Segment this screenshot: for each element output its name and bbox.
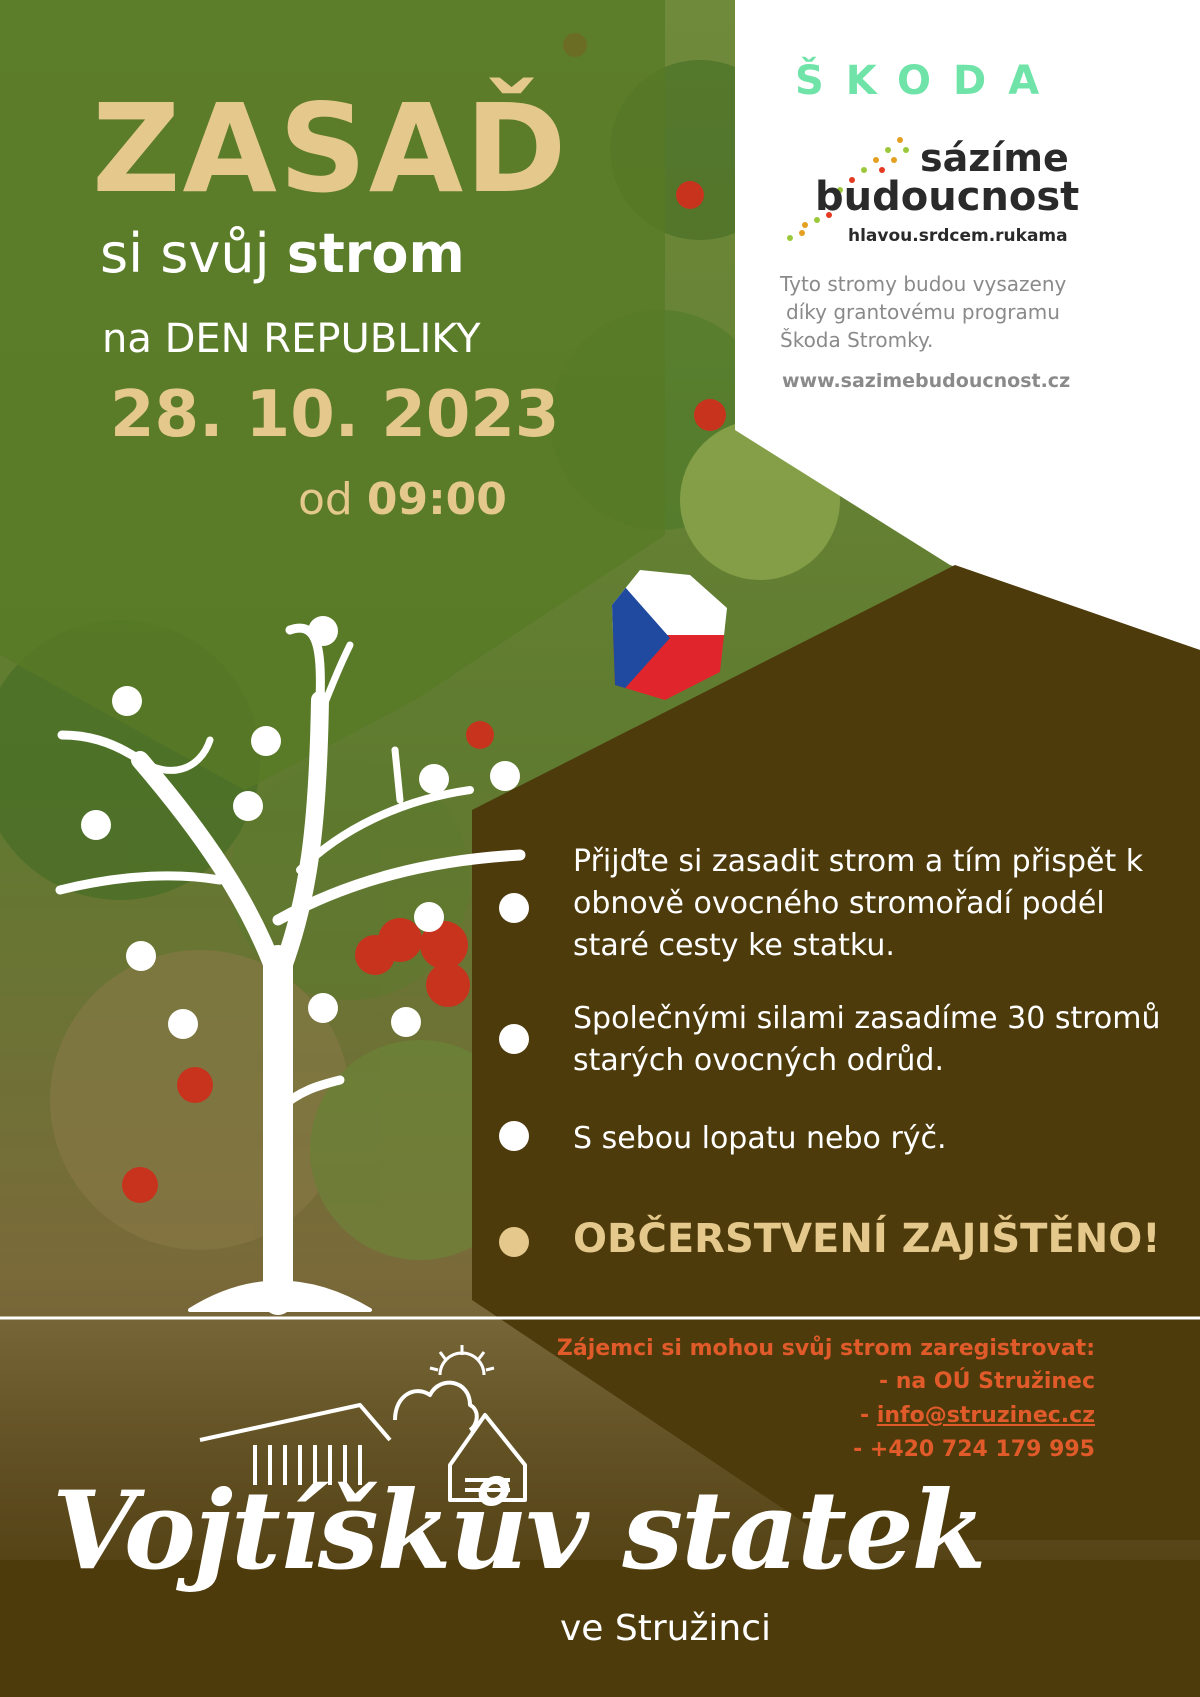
sazime-logo-line1: sázíme [920,136,1069,180]
footer-brand-subtitle: ve Stružinci [560,1608,771,1649]
headline-line2 [100,222,465,285]
headline-line3: na DEN REPUBLIKY [102,316,481,362]
headline-line2-bold: strom [286,222,465,285]
skoda-logo: ŠKODA [795,58,1062,104]
grant-text-line1: Tyto stromy budou vysazeny [780,272,1067,296]
footer-brand-logo: Vojtíškův statek [52,1468,985,1594]
bullet-item: Přijďte si zasadit strom a tím přispět k obnově ovocného stromořadí podél staré cesty ke statku. [573,844,1144,963]
headline-title: ZASAĎ [92,78,569,220]
headline-line2-prefix: si svůj [100,222,287,285]
email-link[interactable]: info@struzinec.cz [876,1403,1095,1428]
event-time-prefix: od [298,474,367,525]
registration-email-prefix: - [860,1403,877,1428]
registration-email [860,1403,1095,1428]
registration-office: - na OÚ Stružinec [878,1369,1095,1394]
bullet-item: Společnými silami zasadíme 30 stromů starých ovocných odrůd. [573,1001,1161,1078]
bullet-item-highlight: OBČERSTVENÍ ZAJIŠTĚNO! [573,1216,1161,1262]
registration-phone: - +420 724 179 995 [853,1437,1095,1462]
sazime-logo-tagline: hlavou.srdcem.rukama [848,226,1068,246]
bullet-item: S sebou lopatu nebo rýč. [573,1121,947,1156]
grant-text-line3: Škoda Stromky. [780,328,934,352]
sazime-logo-line2: budoucnost [815,174,1080,220]
event-date: 28. 10. 2023 [110,378,560,452]
grant-text-line2: díky grantovému programu [786,300,1060,324]
sponsor-url-link[interactable]: www.sazimebudoucnost.cz [782,370,1071,392]
event-time [298,474,507,525]
event-time-value: 09:00 [366,474,507,525]
registration-heading: Zájemci si mohou svůj strom zaregistrovat: [556,1336,1095,1361]
